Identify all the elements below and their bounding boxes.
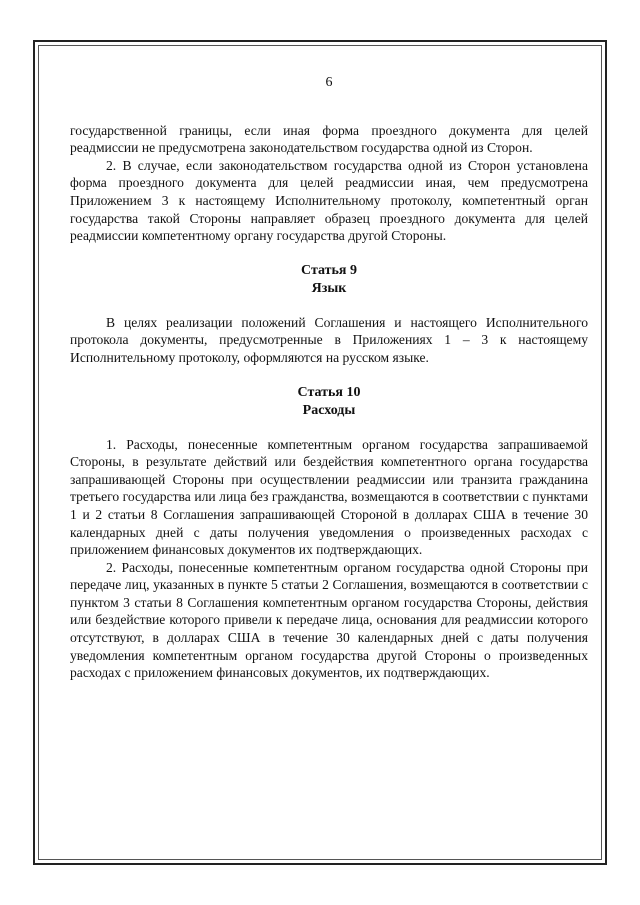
article-10-title: Расходы	[302, 402, 356, 418]
document-body	[70, 74, 588, 682]
paragraph-continuation: государственной границы, если иная форма проездного документа для целей реадмиссии не предусмотрена законодательством государства одной из Сторон.	[70, 122, 588, 156]
paragraph-2: 2. В случае, если законодательством государства одной из Сторон установлена форма проездного документа для целей реадмиссии иная, чем предусмотрена Приложением 3 к настоящему Исполнительному протоколу, компетентный орган государства такой Стороны направляет образец проездного документа для целей реадмиссии компетентному органу государства другой Стороны.	[70, 157, 588, 244]
article-10-number: Статья 10	[297, 384, 361, 400]
article-10-paragraph-2: 2. Расходы, понесенные компетентным органом государства одной Стороны при передаче лиц, указанных в пункте 5 статьи 2 Соглашения, возмещаются в соответствии с пунктом 3 статьи 8 Соглашения компетентным органом государства Стороны, действия или бездействие которого привели к передаче лица, основания для реадмиссии которого отсутствуют, в долларах США в течение 30 календарных дней с даты получения уведомления компетентным органом государства другой Стороны о произведенных расходах с приложением финансовых документов, их подтверждающих.	[70, 559, 588, 681]
article-10-paragraph-1: 1. Расходы, понесенные компетентным органом государства запрашиваемой Стороны, в результате действий или бездействия компетентного органа государства запрашивающей Стороны при осуществлении реадмиссии или транзита гражданина третьего государства или лица без гражданства, возмещаются в соответствии с пунктами 1 и 2 статьи 8 Соглашения запрашивающей Стороной в долларах США в течение 30 календарных дней с даты получения уведомления о произведенных расходах с приложением финансовых документов их подтверждающих.	[70, 436, 588, 558]
article-9-text: В целях реализации положений Соглашения и настоящего Исполнительного протокола документы, предусмотренные в Приложениях 1 – 3 к настоящему Исполнительному протоколу, оформляются на русском языке.	[70, 314, 588, 365]
article-9-title: Язык	[311, 280, 347, 296]
article-9-number: Статья 9	[301, 262, 357, 278]
page-number: 6	[325, 75, 333, 90]
